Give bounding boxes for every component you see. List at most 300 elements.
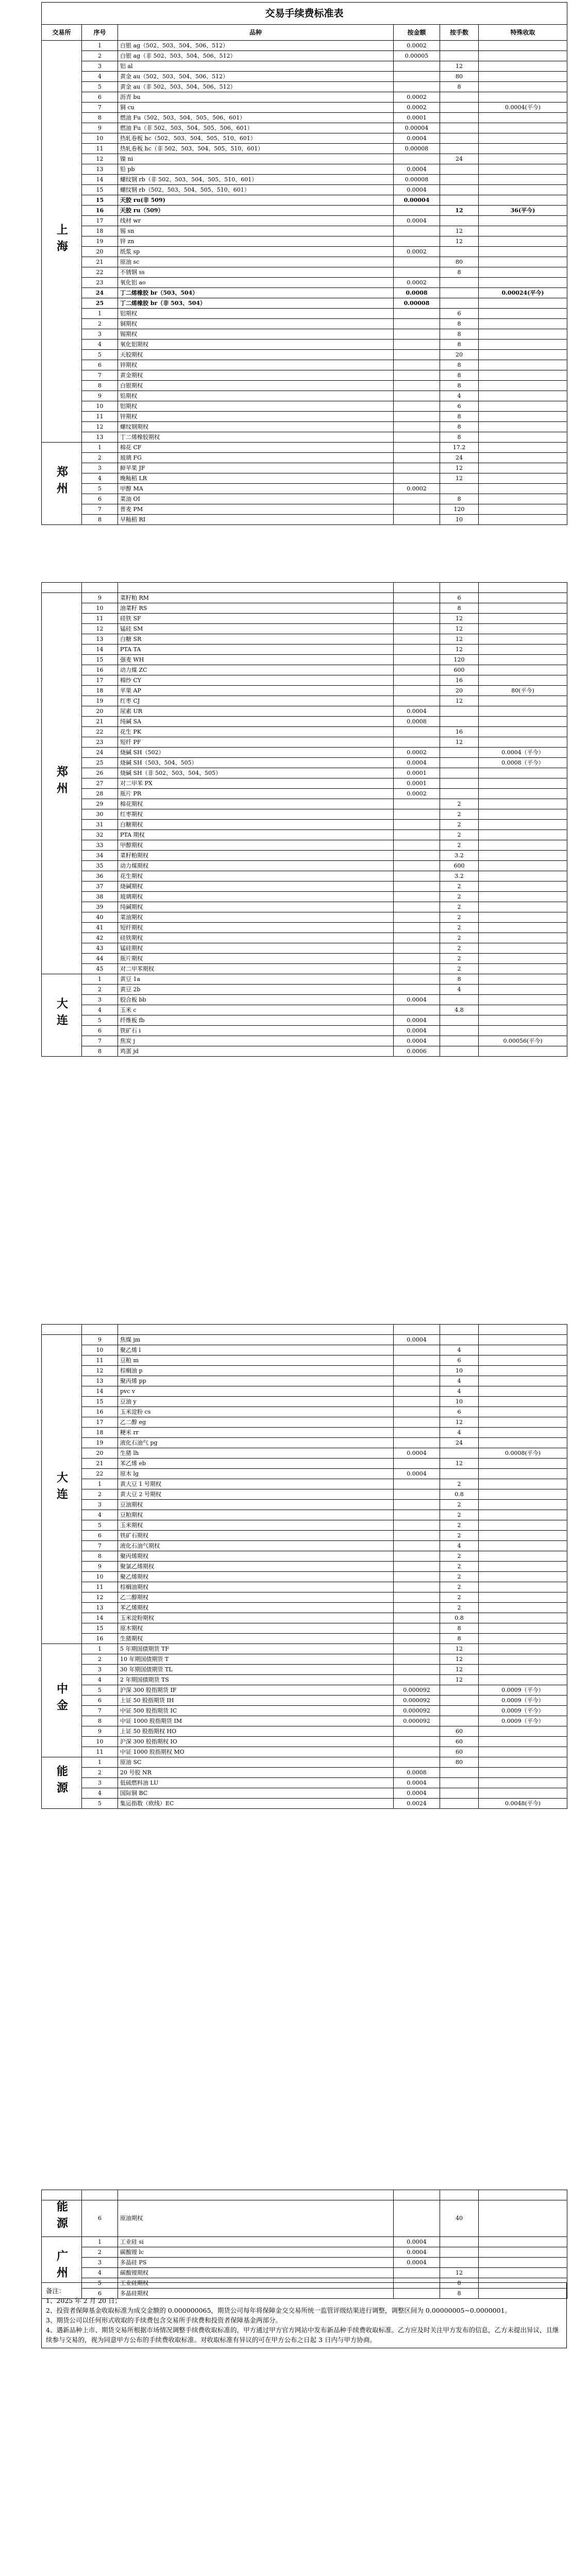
row-number: 12 — [82, 1592, 118, 1603]
table-row — [42, 1747, 567, 1757]
table-row — [42, 1510, 567, 1520]
fee-by-amount — [394, 350, 440, 360]
row-number: 5 — [82, 1520, 118, 1531]
table-row — [42, 103, 567, 113]
fee-by-lot: 80 — [440, 1757, 479, 1768]
table-row — [42, 882, 567, 892]
special-charge — [479, 778, 567, 789]
product-name: 螺纹钢 rb（502、503、504、505、510、601） — [118, 185, 394, 195]
notes-item-4: 4、遇新品种上市、期货交易所根据市场情况调整手续费收取标准的，甲方通过甲方官方网站中发布新品种手续费收取标准。乙方应及时关注甲方发布的信息，乙方未提出异议，且继续参与交易的，视为同意甲方公布的手续费收取标准。对收取标准有异议的可在甲方公布之日起 3 日内与甲方协商。 — [46, 2326, 559, 2344]
row-number: 12 — [82, 624, 118, 634]
row-number: 9 — [82, 1335, 118, 1345]
fee-by-lot: 12 — [440, 2268, 479, 2278]
table-row — [42, 195, 567, 206]
fee-by-lot: 12 — [440, 1675, 479, 1685]
table-row — [42, 185, 567, 195]
product-name: 苯乙烯 eb — [118, 1459, 394, 1469]
row-number: 2 — [82, 2247, 118, 2258]
table-row — [42, 1716, 567, 1726]
special-charge — [479, 2268, 567, 2278]
table-row — [42, 655, 567, 665]
row-number: 2 — [82, 453, 118, 463]
special-charge — [479, 830, 567, 840]
table-row — [42, 634, 567, 645]
fee-by-amount — [394, 634, 440, 645]
column-header-no: 序号 — [82, 25, 118, 41]
row-number: 9 — [82, 593, 118, 603]
fee-by-lot: 2 — [440, 809, 479, 820]
product-name: 丁二烯橡胶 br（503、504） — [118, 288, 394, 298]
special-charge — [479, 851, 567, 861]
fee-by-lot — [440, 1706, 479, 1716]
special-charge: 0.0009（平今） — [479, 1696, 567, 1706]
fee-by-lot — [440, 1469, 479, 1479]
table-row — [42, 851, 567, 861]
product-name: 原木 lg — [118, 1469, 394, 1479]
exchange-cell — [42, 443, 82, 525]
row-number: 15 — [82, 1623, 118, 1634]
product-name: 丁二烯橡胶 br（非 503、504） — [118, 298, 394, 309]
row-number: 4 — [82, 1788, 118, 1799]
fee-by-amount — [394, 820, 440, 830]
fee-by-amount — [394, 614, 440, 624]
fee-by-lot — [440, 1768, 479, 1778]
table-row — [42, 624, 567, 634]
row-number: 34 — [82, 851, 118, 861]
table-row — [42, 92, 567, 103]
fee-by-amount — [394, 1747, 440, 1757]
table-row — [42, 1623, 567, 1634]
product-name: 锡期权 — [118, 329, 394, 340]
fee-table-page-2 — [41, 582, 567, 1057]
fee-by-amount — [394, 443, 440, 453]
table-row — [42, 1592, 567, 1603]
row-number: 9 — [82, 123, 118, 133]
product-name: 硅铁期权 — [118, 933, 394, 943]
fee-by-lot: 2 — [440, 1572, 479, 1582]
table-row — [42, 789, 567, 799]
fee-by-amount — [394, 1397, 440, 1407]
blank-cell — [118, 1325, 394, 1335]
fee-by-amount: 0.0004 — [394, 2237, 440, 2247]
special-charge — [479, 809, 567, 820]
fee-by-lot: 12 — [440, 645, 479, 655]
product-name: 锌期权 — [118, 412, 394, 422]
row-number: 25 — [82, 298, 118, 309]
table-row — [42, 840, 567, 851]
row-number: 13 — [82, 164, 118, 175]
table-row — [42, 1407, 567, 1417]
table-row — [42, 319, 567, 329]
row-number: 4 — [82, 1510, 118, 1520]
special-charge — [479, 72, 567, 82]
fee-by-lot: 2 — [440, 1592, 479, 1603]
product-name: 锌 zn — [118, 236, 394, 247]
product-name: 多晶硅期权 — [118, 2289, 394, 2299]
fee-by-amount — [394, 1520, 440, 1531]
row-number: 3 — [82, 463, 118, 473]
fee-by-lot: 12 — [440, 1459, 479, 1469]
table-row — [42, 1696, 567, 1706]
table-row — [42, 257, 567, 267]
special-charge — [479, 1623, 567, 1634]
special-charge — [479, 504, 567, 515]
special-charge: 0.0004（平今） — [479, 748, 567, 758]
table-row — [42, 226, 567, 236]
fee-by-lot: 6 — [440, 593, 479, 603]
product-name: 白银期权 — [118, 381, 394, 391]
special-charge — [479, 1417, 567, 1428]
product-name: 不锈钢 ss — [118, 267, 394, 278]
table-row — [42, 1778, 567, 1788]
product-name: 燃油 Fu（502、503、504、505、506、601） — [118, 113, 394, 123]
table-row — [42, 727, 567, 737]
product-name: 聚丙烯 pp — [118, 1376, 394, 1386]
product-name: 菜油期权 — [118, 912, 394, 923]
row-number: 35 — [82, 861, 118, 871]
row-number: 22 — [82, 1469, 118, 1479]
fee-by-lot — [440, 1026, 479, 1036]
fee-by-amount — [394, 1551, 440, 1562]
product-name: 铅 pb — [118, 164, 394, 175]
special-charge — [479, 1366, 567, 1376]
product-name: 原木期权 — [118, 1623, 394, 1634]
blank-cell — [118, 2190, 394, 2200]
row-number: 5 — [82, 484, 118, 494]
fee-by-lot: 12 — [440, 463, 479, 473]
product-name: 黄金 au（非 502、503、504、506、512） — [118, 82, 394, 92]
special-charge — [479, 799, 567, 809]
fee-by-amount: 0.0004 — [394, 1335, 440, 1345]
fee-by-amount — [394, 1376, 440, 1386]
fee-by-lot: 12 — [440, 1644, 479, 1654]
blank-cell — [394, 1325, 440, 1335]
fee-by-lot: 2 — [440, 1603, 479, 1613]
product-name: 黄金 au（502、503、504、506、512） — [118, 72, 394, 82]
fee-by-amount: 0.00008 — [394, 298, 440, 309]
row-number: 6 — [82, 494, 118, 504]
fee-by-amount — [394, 1757, 440, 1768]
table-row — [42, 504, 567, 515]
exchange-cell — [42, 974, 82, 1057]
row-number: 25 — [82, 758, 118, 768]
fee-by-amount — [394, 360, 440, 370]
product-name: 红枣期权 — [118, 809, 394, 820]
row-number: 5 — [82, 1685, 118, 1696]
fee-by-lot — [440, 789, 479, 799]
table-row — [42, 820, 567, 830]
product-name: 热轧卷板 hc（非 502、503、504、505、510、601） — [118, 144, 394, 154]
fee-by-lot: 120 — [440, 504, 479, 515]
fee-by-lot — [440, 1799, 479, 1809]
table-row — [42, 799, 567, 809]
product-name: 沪深 300 股指期货 IF — [118, 1685, 394, 1696]
fee-by-amount — [394, 267, 440, 278]
product-name: 甲醇期权 — [118, 840, 394, 851]
special-charge — [479, 1407, 567, 1417]
row-number: 16 — [82, 1407, 118, 1417]
fee-by-amount — [394, 1654, 440, 1665]
special-charge — [479, 1500, 567, 1510]
fee-by-lot — [440, 216, 479, 226]
table-row — [42, 1603, 567, 1613]
special-charge — [479, 1428, 567, 1438]
special-charge — [479, 278, 567, 288]
special-charge — [479, 195, 567, 206]
notes-item-2: 2、投资者保障基金收取标准为成交金额的 0.000000065，期货公司每年将保障金交交易所统一监管评级结果进行调整，调整区间为 0.00000005~0.0000001。 — [46, 2307, 512, 2314]
fee-by-lot: 8 — [440, 603, 479, 614]
special-charge — [479, 340, 567, 350]
product-name: 上证 50 股指期权 HO — [118, 1726, 394, 1737]
fee-by-lot: 60 — [440, 1726, 479, 1737]
fee-by-lot — [440, 288, 479, 298]
row-number: 11 — [82, 614, 118, 624]
fee-by-amount — [394, 1737, 440, 1747]
fee-by-lot — [440, 1696, 479, 1706]
product-name: 晚籼稻 LR — [118, 473, 394, 484]
special-charge — [479, 298, 567, 309]
row-number: 3 — [82, 995, 118, 1005]
special-charge — [479, 1613, 567, 1623]
fee-by-amount — [394, 1531, 440, 1541]
fee-by-lot: 2 — [440, 964, 479, 974]
fee-by-lot: 4 — [440, 391, 479, 401]
fee-by-lot: 3.2 — [440, 871, 479, 882]
product-name: pvc v — [118, 1386, 394, 1397]
special-charge — [479, 2258, 567, 2268]
special-charge — [479, 634, 567, 645]
table-row — [42, 1685, 567, 1696]
fee-by-amount — [394, 1592, 440, 1603]
row-number: 10 — [82, 133, 118, 144]
row-number: 29 — [82, 799, 118, 809]
product-name: 白糖期权 — [118, 820, 394, 830]
table-row — [42, 1541, 567, 1551]
fee-by-lot: 4 — [440, 1428, 479, 1438]
row-number: 1 — [82, 309, 118, 319]
table-row — [42, 1335, 567, 1345]
special-charge — [479, 1562, 567, 1572]
table-row — [42, 1551, 567, 1562]
special-charge — [479, 882, 567, 892]
table-row — [42, 82, 567, 92]
fee-by-lot: 3.2 — [440, 851, 479, 861]
row-number: 7 — [82, 1036, 118, 1046]
table-row — [42, 1654, 567, 1665]
special-charge — [479, 902, 567, 912]
product-name: 焦煤 jm — [118, 1335, 394, 1345]
table-row — [42, 401, 567, 412]
product-name: 对二甲苯期权 — [118, 964, 394, 974]
table-row — [42, 2258, 567, 2268]
special-charge: 0.0048(平今) — [479, 1799, 567, 1809]
special-charge — [479, 164, 567, 175]
product-name: 短纤期权 — [118, 923, 394, 933]
table-row — [42, 1582, 567, 1592]
blank-cell — [118, 583, 394, 593]
fee-by-amount — [394, 1428, 440, 1438]
special-charge — [479, 1015, 567, 1026]
table-row — [42, 809, 567, 820]
table-row — [42, 902, 567, 912]
table-row — [42, 340, 567, 350]
fee-by-lot: 80 — [440, 257, 479, 267]
fee-by-amount — [394, 329, 440, 340]
fee-by-amount — [394, 840, 440, 851]
special-charge: 0.0008（平今） — [479, 758, 567, 768]
fee-by-lot: 4 — [440, 985, 479, 995]
special-charge — [479, 593, 567, 603]
fee-by-lot: 24 — [440, 1438, 479, 1448]
fee-by-lot: 10 — [440, 1397, 479, 1407]
product-name: 豆油 y — [118, 1397, 394, 1407]
table-row — [42, 61, 567, 72]
row-number: 6 — [82, 2289, 118, 2299]
row-number: 33 — [82, 840, 118, 851]
special-charge — [479, 463, 567, 473]
fee-by-lot — [440, 758, 479, 768]
special-charge — [479, 892, 567, 902]
table-row — [42, 830, 567, 840]
blank-cell — [394, 2190, 440, 2200]
table-row — [42, 1438, 567, 1448]
product-name: 锌期权 — [118, 360, 394, 370]
fee-by-amount — [394, 933, 440, 943]
product-name: PTA 期权 — [118, 830, 394, 840]
row-number: 15 — [82, 195, 118, 206]
special-charge — [479, 1479, 567, 1489]
table-row — [42, 603, 567, 614]
blank-cell — [479, 2190, 567, 2200]
product-name: 集运指数（欧线）EC — [118, 1799, 394, 1809]
product-name: 瓶片期权 — [118, 954, 394, 964]
row-number: 4 — [82, 2268, 118, 2278]
fee-table-page-1 — [41, 2, 567, 525]
special-charge — [479, 1675, 567, 1685]
row-number: 13 — [82, 634, 118, 645]
product-name: 黄大豆 1 号期权 — [118, 1479, 394, 1489]
special-charge — [479, 871, 567, 882]
fee-by-lot: 8 — [440, 974, 479, 985]
product-name: 苹果 AP — [118, 686, 394, 696]
product-name: 线材 wr — [118, 216, 394, 226]
fee-by-amount — [394, 1623, 440, 1634]
fee-by-amount — [394, 1489, 440, 1500]
table-row — [42, 1613, 567, 1623]
table-row — [42, 1572, 567, 1582]
fee-by-lot — [440, 2237, 479, 2247]
special-charge — [479, 933, 567, 943]
row-number: 9 — [82, 1726, 118, 1737]
fee-by-amount — [394, 236, 440, 247]
table-row — [42, 123, 567, 133]
fee-by-lot: 2 — [440, 820, 479, 830]
product-name: 铁矿石期权 — [118, 1531, 394, 1541]
product-name: 螺纹钢期权 — [118, 422, 394, 432]
fee-by-lot — [440, 717, 479, 727]
fee-by-amount — [394, 494, 440, 504]
fee-by-lot — [440, 706, 479, 717]
row-number: 2 — [82, 1489, 118, 1500]
special-charge — [479, 1335, 567, 1345]
fee-by-lot: 20 — [440, 686, 479, 696]
fee-by-lot: 2 — [440, 1551, 479, 1562]
table-row — [42, 1644, 567, 1654]
fee-by-lot: 2 — [440, 1562, 479, 1572]
special-charge — [479, 1726, 567, 1737]
fee-by-amount: 0.0008 — [394, 288, 440, 298]
product-name: 工业硅期权 — [118, 2278, 394, 2289]
product-name: 动力煤 ZC — [118, 665, 394, 675]
exchange-cell — [42, 1335, 82, 1644]
fee-by-lot: 2 — [440, 799, 479, 809]
fee-by-lot: 2 — [440, 1582, 479, 1592]
fee-by-amount: 0.000092 — [394, 1685, 440, 1696]
row-number: 8 — [82, 113, 118, 123]
product-name: 油菜籽 RS — [118, 603, 394, 614]
special-charge — [479, 737, 567, 748]
table-row — [42, 645, 567, 655]
blank-cell — [42, 1325, 82, 1335]
fee-by-amount — [394, 206, 440, 216]
fee-by-lot — [440, 768, 479, 778]
special-charge — [479, 1747, 567, 1757]
fee-by-lot: 2 — [440, 912, 479, 923]
table-row — [42, 1520, 567, 1531]
product-name: 菜油 OI — [118, 494, 394, 504]
product-name: 菜籽粕 RM — [118, 593, 394, 603]
row-number: 12 — [82, 422, 118, 432]
table-row — [42, 1757, 567, 1768]
fee-by-amount — [394, 257, 440, 267]
row-number: 6 — [82, 2200, 118, 2237]
fee-by-amount — [394, 871, 440, 882]
product-name: 铁矿石 i — [118, 1026, 394, 1036]
special-charge: 0.00024(平今) — [479, 288, 567, 298]
product-name: 生猪期权 — [118, 1634, 394, 1644]
fee-by-lot: 2 — [440, 943, 479, 954]
fee-by-lot: 12 — [440, 473, 479, 484]
fee-by-lot: 16 — [440, 727, 479, 737]
table-row — [42, 463, 567, 473]
special-charge — [479, 154, 567, 164]
fee-by-amount: 0.0024 — [394, 1799, 440, 1809]
fee-by-amount — [394, 675, 440, 686]
fee-by-lot: 12 — [440, 1654, 479, 1665]
fee-by-amount: 0.0001 — [394, 768, 440, 778]
product-name: 聚氯乙烯期权 — [118, 1562, 394, 1572]
product-name: 聚丙烯期权 — [118, 1551, 394, 1562]
fee-by-amount — [394, 401, 440, 412]
fee-by-lot: 12 — [440, 737, 479, 748]
fee-by-lot: 40 — [440, 2200, 479, 2237]
table-row — [42, 1417, 567, 1428]
fee-by-amount: 0.0004 — [394, 185, 440, 195]
table-row — [42, 1562, 567, 1572]
product-name: 锰硅期权 — [118, 943, 394, 954]
row-number: 14 — [82, 1613, 118, 1623]
table-title: 交易手续费标准表 — [42, 3, 567, 25]
row-number: 24 — [82, 288, 118, 298]
row-number: 44 — [82, 954, 118, 964]
row-number: 36 — [82, 871, 118, 882]
row-number: 21 — [82, 1459, 118, 1469]
fee-by-amount — [394, 830, 440, 840]
column-header-name: 品种 — [118, 25, 394, 41]
fee-by-amount — [394, 1675, 440, 1685]
fee-by-lot: 2 — [440, 1520, 479, 1531]
fee-by-amount — [394, 686, 440, 696]
